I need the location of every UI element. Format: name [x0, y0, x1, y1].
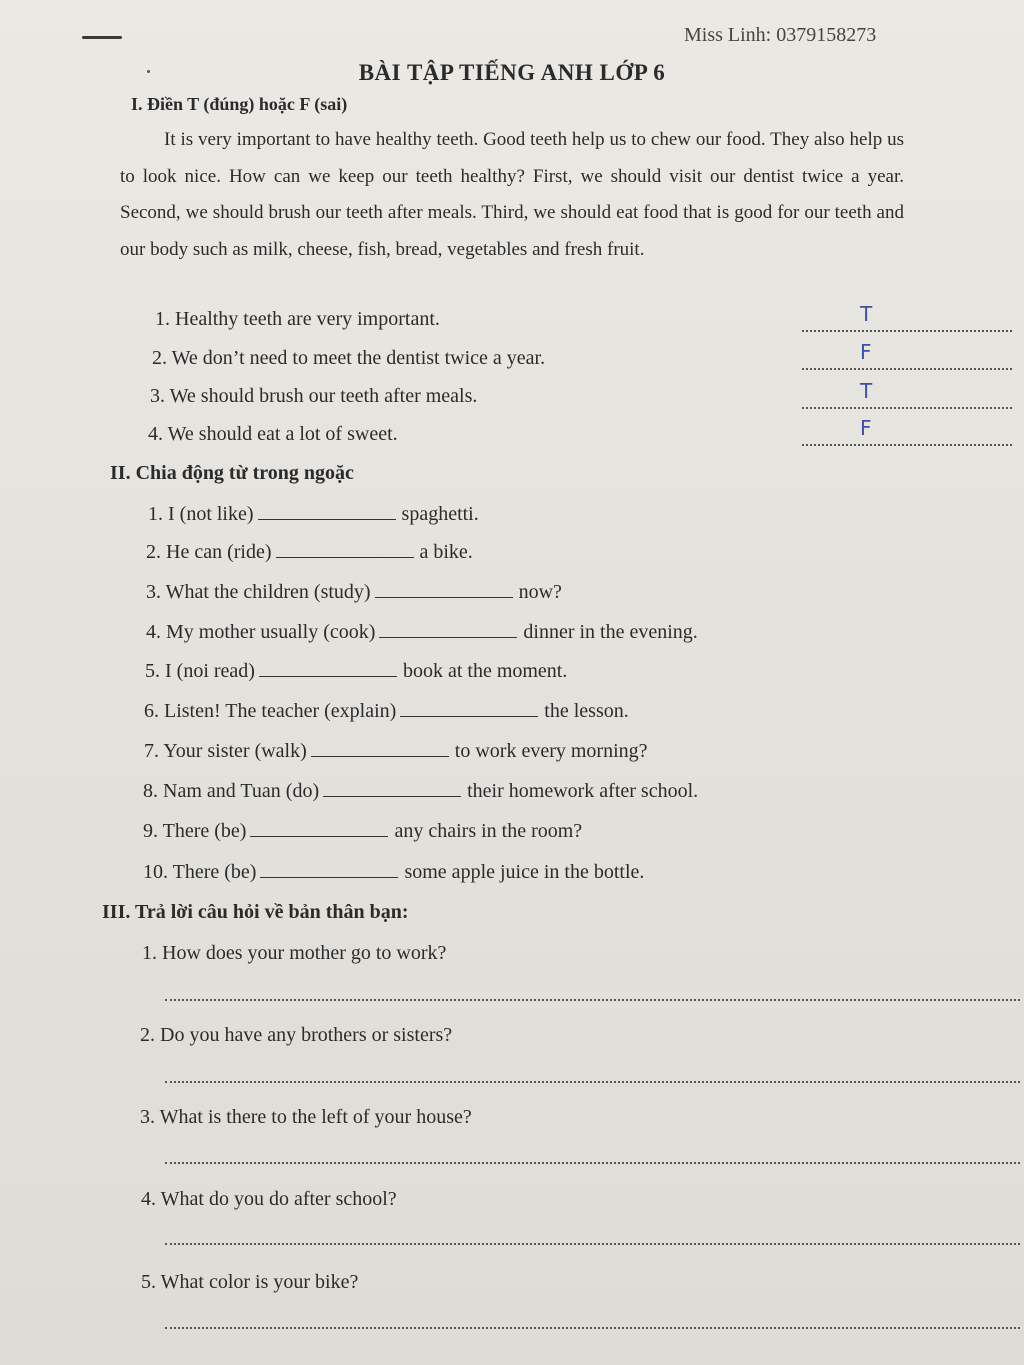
passage-text: It is very important to have healthy teeth. Good teeth help us to chew our food. They also help us to look nice. How can we keep our teeth healthy? First, we should visit our dentist twice a year. Second, we should brush our teeth after meals. Third, we should eat food that is good for our teeth and our body such as milk, cheese, fish, bread, vegetables and fresh fruit. — [120, 129, 904, 260]
answer-blank[interactable] — [276, 539, 414, 558]
verb-item-1: 1. I (not like) spaghetti. — [148, 503, 479, 525]
reading-passage — [120, 122, 904, 268]
answer-line-4[interactable] — [165, 1241, 1020, 1245]
answer-blank[interactable] — [400, 698, 538, 717]
answer-blank[interactable] — [311, 738, 449, 757]
question-1: 1. How does your mother go to work? — [142, 942, 447, 964]
answer-line-2[interactable] — [165, 1079, 1020, 1083]
tf-item-2: 2. We don’t need to meet the dentist twice a year. — [152, 347, 546, 369]
tf-item-3: 3. We should brush our teeth after meals. — [150, 385, 478, 407]
tf-answer-2[interactable] — [802, 340, 1012, 370]
verb-item-10: 10. There (be) some apple juice in the bottle. — [143, 861, 645, 883]
tf-item-4: 4. We should eat a lot of sweet. — [148, 423, 398, 445]
verb-item-8: 8. Nam and Tuan (do) their homework after school. — [143, 780, 699, 802]
pen-dash-mark — [82, 36, 122, 39]
worksheet-title: BÀI TẬP TIẾNG ANH LỚP 6 — [358, 60, 666, 85]
section1-title: I. Điền T (đúng) hoặc F (sai) — [131, 94, 348, 114]
handwritten-answer: T — [860, 379, 873, 403]
section2-title: II. Chia động từ trong ngoặc — [110, 462, 354, 484]
answer-line-3[interactable] — [165, 1160, 1020, 1164]
verb-item-6: 6. Listen! The teacher (explain) the lesson. — [144, 700, 629, 722]
verb-item-7: 7. Your sister (walk) to work every morning? — [144, 740, 648, 762]
question-3: 3. What is there to the left of your house? — [140, 1106, 472, 1128]
answer-line-1[interactable] — [165, 997, 1020, 1001]
verb-item-4: 4. My mother usually (cook) dinner in the evening. — [146, 621, 698, 643]
handwritten-answer: F — [860, 340, 872, 364]
verb-item-9: 9. There (be) any chairs in the room? — [143, 820, 583, 842]
tf-answer-3[interactable] — [802, 379, 1012, 409]
verb-item-2: 2. He can (ride) a bike. — [146, 541, 473, 563]
answer-blank[interactable] — [375, 579, 513, 598]
tf-item-1: 1. Healthy teeth are very important. — [155, 308, 440, 330]
tf-answer-4[interactable] — [802, 416, 1012, 446]
answer-blank[interactable] — [323, 778, 461, 797]
question-4: 4. What do you do after school? — [141, 1188, 397, 1210]
verb-item-3: 3. What the children (study) now? — [146, 581, 562, 603]
answer-blank[interactable] — [259, 658, 397, 677]
handwritten-answer: T — [860, 302, 873, 326]
question-5: 5. What color is your bike? — [141, 1271, 359, 1293]
verb-item-5: 5. I (noi read) book at the moment. — [145, 660, 568, 682]
teacher-contact: Miss Linh: 0379158273 — [684, 24, 877, 46]
answer-line-5[interactable] — [165, 1325, 1020, 1329]
section3-title: III. Trả lời câu hỏi về bản thân bạn: — [102, 901, 409, 923]
answer-blank[interactable] — [379, 619, 517, 638]
handwritten-answer: F — [860, 416, 872, 440]
answer-blank[interactable] — [260, 859, 398, 878]
tf-answer-1[interactable] — [802, 302, 1012, 332]
answer-blank[interactable] — [258, 501, 396, 520]
answer-blank[interactable] — [250, 818, 388, 837]
question-2: 2. Do you have any brothers or sisters? — [140, 1024, 453, 1046]
